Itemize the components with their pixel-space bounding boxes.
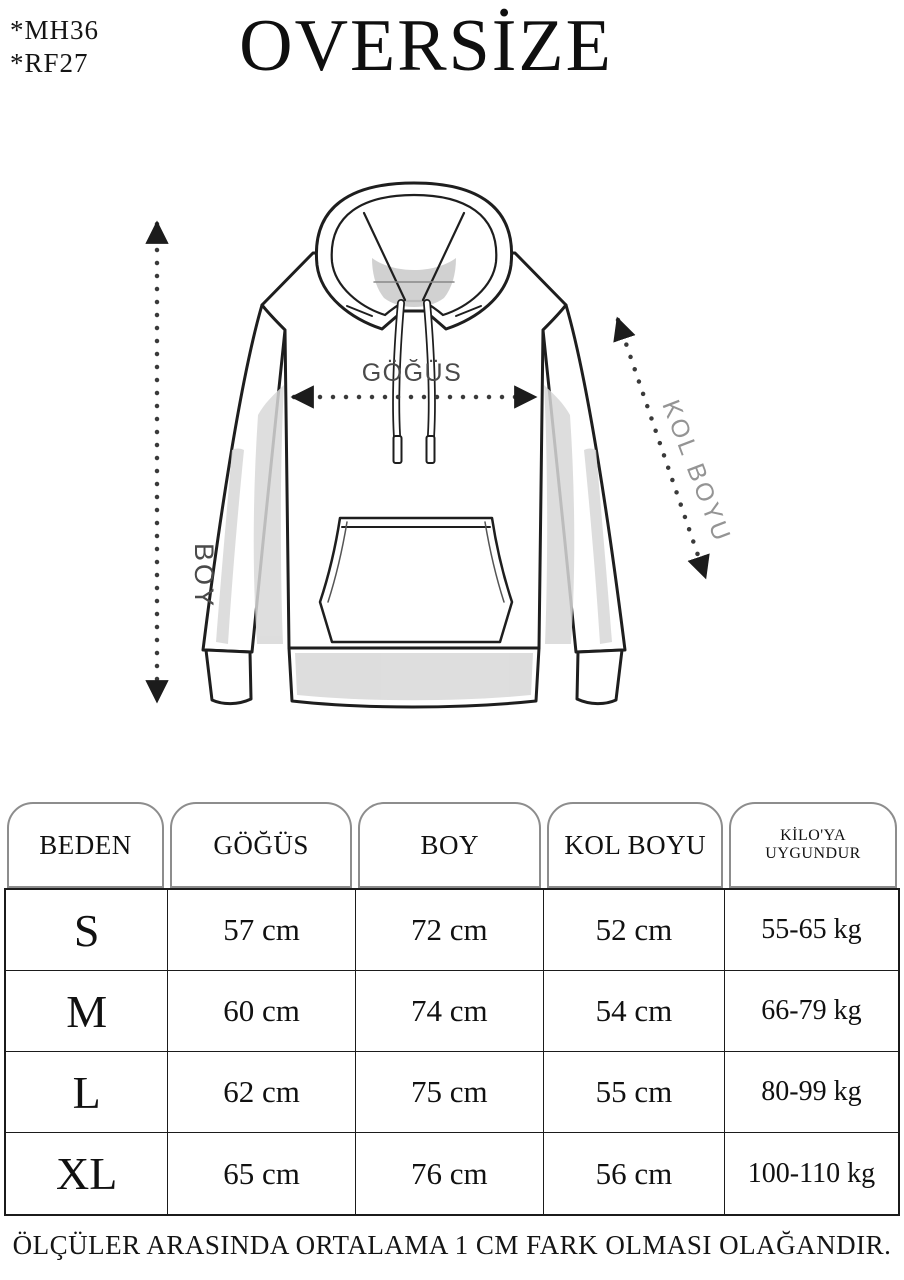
table-cell: 52 cm: [544, 890, 725, 971]
table-cell: 75 cm: [356, 1052, 544, 1133]
page-title: OVERSİZE: [239, 5, 613, 87]
column-header-gogus: GÖĞÜS: [170, 802, 352, 888]
table-cell: 66-79 kg: [725, 971, 898, 1052]
hoodie-sketch: [203, 183, 625, 707]
hoodie-cuff-right: [577, 650, 622, 704]
table-cell: 72 cm: [356, 890, 544, 971]
table-cell: 65 cm: [168, 1133, 355, 1214]
table-cell: 76 cm: [356, 1133, 544, 1214]
product-code-1: *MH36: [10, 15, 100, 45]
column-header-beden: BEDEN: [7, 802, 164, 888]
table-cell-size-s: S: [6, 890, 168, 971]
table-cell: 57 cm: [168, 890, 355, 971]
table-cell: 100-110 kg: [747, 1157, 876, 1189]
table-cell-size-m: M: [6, 971, 168, 1052]
table-cell: 60 cm: [168, 971, 355, 1052]
table-cell: 55 cm: [544, 1052, 725, 1133]
size-table-header: [4, 802, 900, 888]
hood: [316, 183, 511, 329]
table-cell: 55-65 kg: [725, 890, 898, 971]
table-cell: 54 cm: [544, 971, 725, 1052]
footer-note: ÖLÇÜLER ARASINDA ORTALAMA 1 CM FARK OLMASI OLAĞANDIR.: [12, 1230, 892, 1260]
product-code-2: *RF27: [10, 47, 89, 78]
table-cell: 80-99 kg: [725, 1052, 898, 1133]
boy-label: BOY: [189, 543, 219, 610]
gogus-label: GÖĞÜS: [361, 359, 463, 387]
kangaroo-pocket: [320, 518, 512, 642]
table-cell: 74 cm: [356, 971, 544, 1052]
kol-boyu-label: KOL BOYU: [656, 396, 737, 548]
size-table-body: [4, 888, 900, 1216]
table-cell-size-l: L: [6, 1052, 168, 1133]
size-table: [4, 802, 900, 1216]
hoodie-measurement-diagram: [0, 150, 904, 780]
column-header-kol-boyu: KOL BOYU: [547, 802, 723, 888]
column-header-boy: BOY: [358, 802, 541, 888]
table-cell: 56 cm: [544, 1133, 725, 1214]
table-cell-size-xl: XL: [6, 1133, 168, 1214]
table-cell: 62 cm: [168, 1052, 355, 1133]
hoodie-cuff-left: [206, 650, 251, 704]
column-header-kilo: KİLO'YA UYGUNDUR: [729, 802, 897, 888]
